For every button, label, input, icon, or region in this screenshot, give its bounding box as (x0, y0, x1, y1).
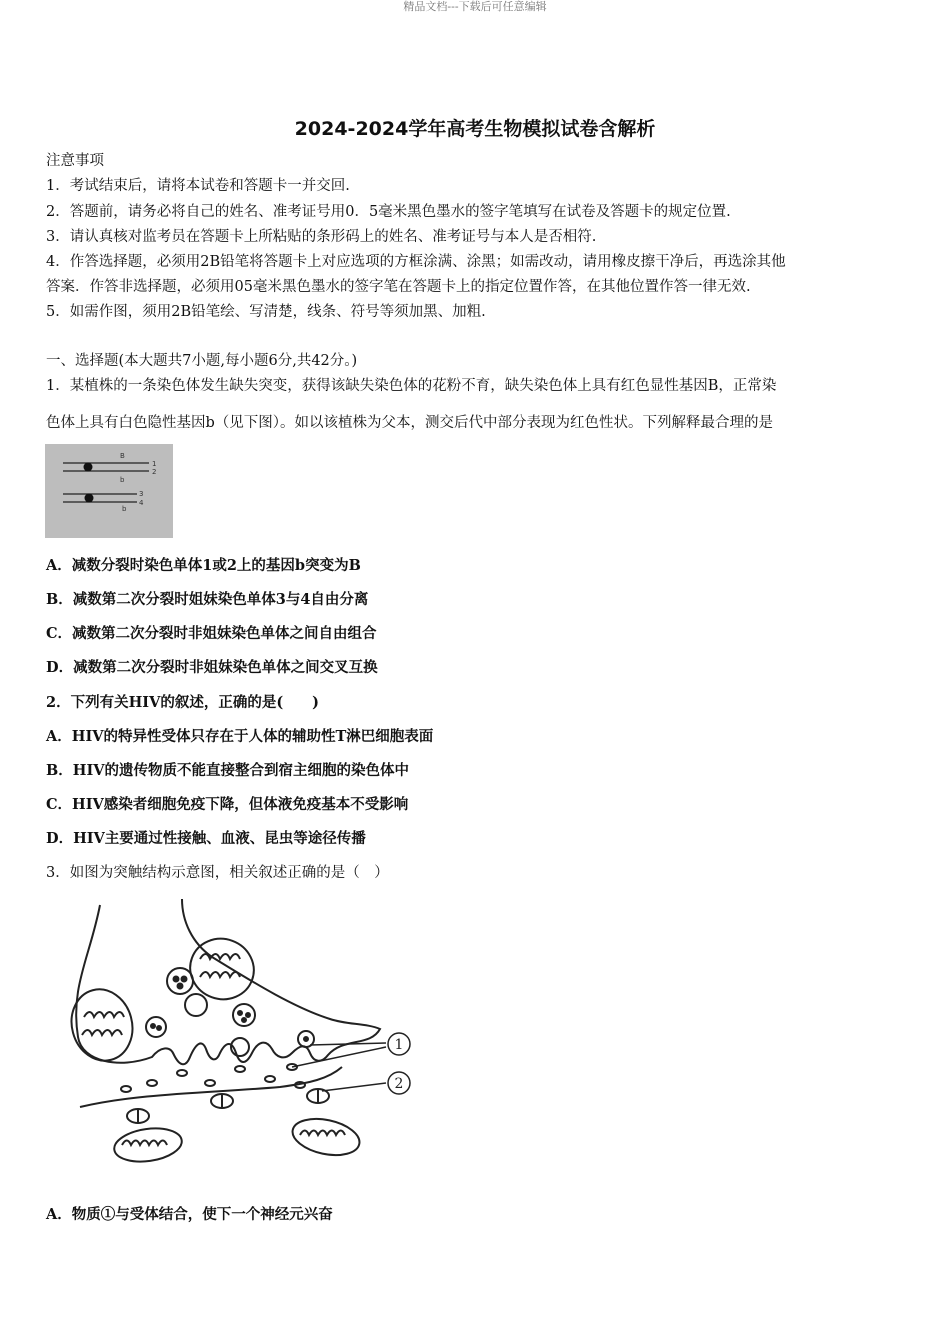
figure-label-1: 1 (394, 1037, 404, 1053)
neurotransmitter (147, 1080, 157, 1086)
mitochondrion-cristae (200, 954, 240, 959)
figure-label: 2 (152, 468, 157, 476)
neurotransmitter (174, 977, 179, 982)
figure-background (45, 444, 173, 538)
mitochondrion (289, 1113, 363, 1160)
mitochondrion-cristae (122, 1141, 167, 1146)
mitochondrion-cristae (82, 1030, 122, 1035)
neurotransmitter (246, 1013, 250, 1017)
label-leader (322, 1083, 386, 1091)
neurotransmitter (304, 1037, 308, 1041)
q2-option-c: C．HIV感染者细胞免疫下降，但体液免疫基本不受影响 (46, 796, 409, 813)
figure-label: b (122, 505, 127, 513)
notice-item: 4．作答选择题，必须用2B铅笔将答题卡上对应选项的方框涂满、涂黑；如需改动，请用橡皮擦干净后，再选涂其他 (46, 254, 786, 270)
neurotransmitter (235, 1066, 245, 1072)
mitochondrion-cristae (300, 1131, 345, 1136)
neurotransmitter (205, 1080, 215, 1086)
chromosome-figure (45, 444, 173, 538)
mitochondrion (64, 982, 141, 1067)
notice-item: 3．请认真核对监考员在答题卡上所粘贴的条形码上的姓名、准考证号与本人是否相符. (46, 229, 597, 245)
q2-option-b: B．HIV的遗传物质不能直接整合到宿主细胞的染色体中 (46, 762, 409, 779)
q2-option-a: A．HIV的特异性受体只存在于人体的辅助性T淋巴细胞表面 (46, 728, 434, 745)
neurotransmitter (182, 977, 187, 982)
synaptic-vesicle (185, 994, 207, 1016)
neurotransmitter (242, 1018, 246, 1022)
presynaptic-membrane (76, 899, 380, 1064)
mitochondrion (182, 930, 263, 1008)
label-leader (310, 1043, 386, 1045)
neurotransmitter (177, 1070, 187, 1076)
neurotransmitter (121, 1086, 131, 1092)
figure-label: 4 (139, 499, 144, 507)
notice-item: 5．如需作图，须用2B铅笔绘、写清楚，线条、符号等须加黑、加粗. (46, 304, 486, 320)
q1-stem: 色体上具有白色隐性基因b（见下图）。如以该植株为父本，测交后代中部分表现为红色性状。下列解释最合理的是 (46, 415, 774, 431)
q1-stem: 1．某植株的一条染色体发生缺失突变，获得该缺失染色体的花粉不育，缺失染色体上具有红色显性基因B，正常染 (46, 378, 777, 394)
neurotransmitter (265, 1076, 275, 1082)
figure-label: b (120, 476, 125, 484)
q3-option-a: A．物质①与受体结合，使下一个神经元兴奋 (46, 1206, 333, 1223)
q2-option-d: D．HIV主要通过性接触、血液、昆虫等途径传播 (46, 830, 366, 847)
figure-label: B (120, 452, 125, 460)
notice-item: 1．考试结束后，请将本试卷和答题卡一并交回. (46, 178, 350, 194)
mitochondrion-cristae (200, 972, 240, 977)
neurotransmitter (178, 984, 183, 989)
synaptic-vesicle (167, 968, 193, 994)
figure-label: 3 (139, 490, 144, 498)
figure-label: 1 (152, 460, 157, 468)
synapse-figure (60, 897, 420, 1172)
q2-stem: 2．下列有关HIV的叙述，正确的是( ) (46, 694, 320, 711)
page-header: 精品文档---下载后可任意编辑 (403, 0, 547, 13)
q3-stem: 3．如图为突触结构示意图，相关叙述正确的是（ ） (46, 865, 389, 881)
centromere (84, 463, 93, 472)
q1-option-c: C．减数第二次分裂时非姐妹染色单体之间自由组合 (46, 625, 377, 642)
figure-label-2: 2 (394, 1076, 404, 1092)
notice-item: 答案．作答非选择题，必须用05毫米黑色墨水的签字笔在答题卡上的指定位置作答，在其他位置作答一律无效. (46, 279, 751, 295)
q1-option-d: D．减数第二次分裂时非姐妹染色单体之间交叉互换 (46, 659, 378, 676)
synaptic-vesicle (146, 1017, 166, 1037)
label-leader (292, 1047, 386, 1067)
neurotransmitter (157, 1026, 161, 1030)
notice-heading: 注意事项 (46, 153, 104, 169)
notice-item: 2．答题前，请务必将自己的姓名、准考证号用0．5毫米黑色墨水的签字笔填写在试卷及答题卡的规定位置. (46, 204, 731, 220)
q1-option-b: B．减数第二次分裂时姐妹染色单体3与4自由分离 (46, 591, 369, 608)
neurotransmitter (151, 1024, 155, 1028)
centromere (85, 494, 94, 503)
section-heading: 一、选择题(本大题共7小题,每小题6分,共42分。) (46, 353, 358, 369)
mitochondrion-cristae (84, 1012, 124, 1017)
q1-option-a: A．减数分裂时染色单体1或2上的基因b突变为B (46, 557, 361, 574)
page-title: 2024-2024学年高考生物模拟试卷含解析 (294, 118, 656, 140)
neurotransmitter (238, 1011, 242, 1015)
